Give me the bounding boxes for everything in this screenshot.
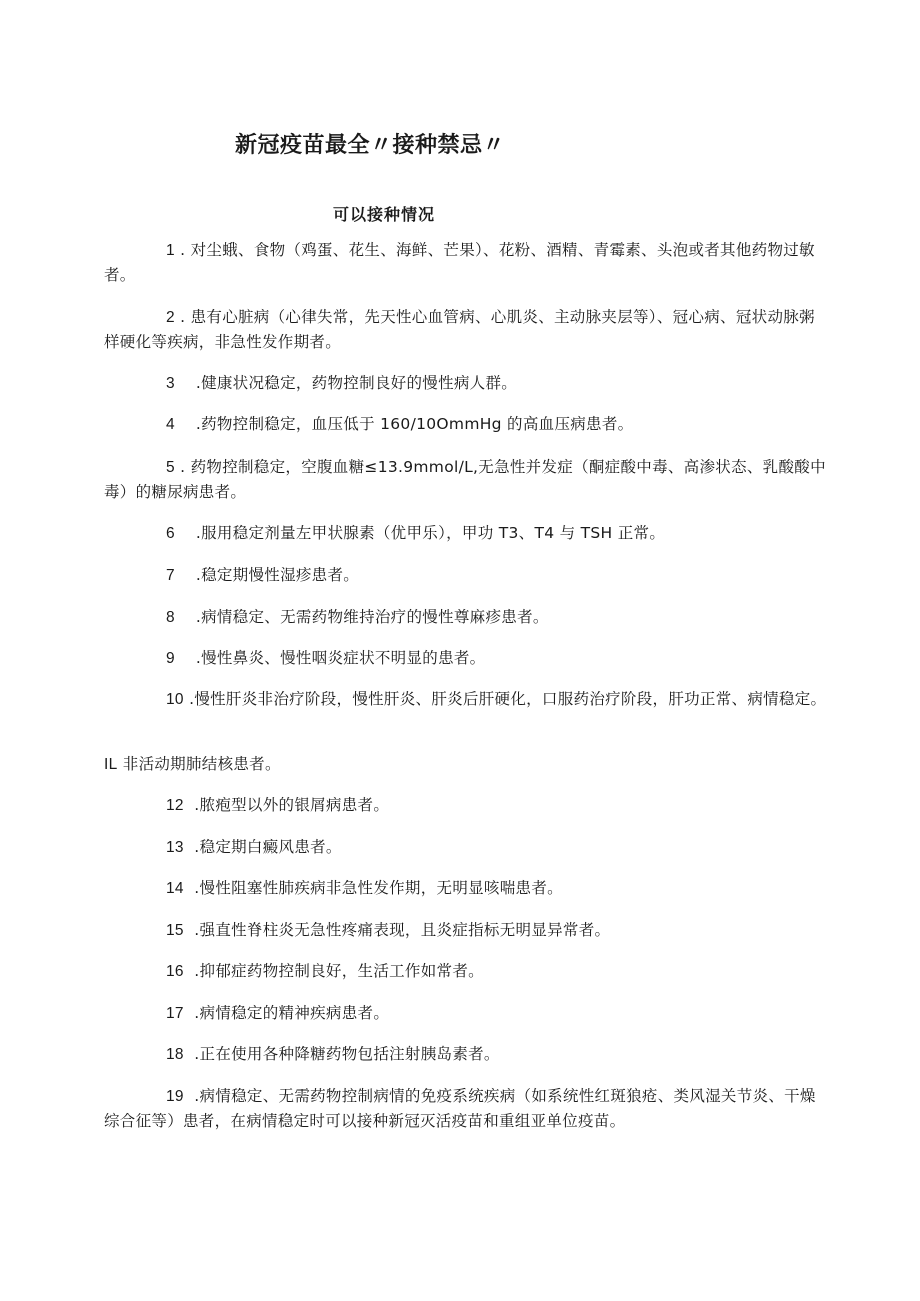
item-number: 16 xyxy=(166,963,184,980)
item-text: 健康状况稳定，药物控制良好的慢性病人群。 xyxy=(201,374,518,392)
item-number: 12 xyxy=(166,797,184,814)
item-text: 患有心脏病（心律失常，先天性心血管病、心肌炎、主动脉夹层等）、冠心病、冠状动脉粥样硬化等疾病，非急性发作期者。 xyxy=(104,308,815,351)
item-text: 正在使用各种降糖药物包括注射胰岛素者。 xyxy=(199,1045,500,1063)
item-number: 5 xyxy=(166,459,175,476)
item-separator: . xyxy=(183,838,200,856)
list-item xyxy=(104,371,829,396)
item-text: 病情稳定、无需药物维持治疗的慢性尊麻疹患者。 xyxy=(201,608,549,626)
item-text: 服用稳定剂量左甲状腺素（优甲乐），甲功 T3、T4 与 TSH 正常。 xyxy=(201,524,666,542)
list-item xyxy=(104,1084,829,1134)
item-separator: . xyxy=(183,1045,200,1063)
item-text: 病情稳定的精神疾病患者。 xyxy=(199,1004,390,1022)
item-number: 18 xyxy=(166,1046,184,1063)
item-separator: . xyxy=(183,690,195,708)
item-separator: . xyxy=(174,458,191,476)
list-item xyxy=(104,1042,829,1067)
item-text: 病情稳定、无需药物控制病情的免疫系统疾病（如系统性红斑狼疮、类风湿关节炎、干燥综合征等）患者，在病情稳定时可以接种新冠灭活疫苗和重组亚单位疫苗。 xyxy=(104,1087,816,1130)
item-text: 慢性鼻炎、慢性咽炎症状不明显的患者。 xyxy=(201,649,486,667)
list-item xyxy=(104,605,829,630)
item-number: 19 xyxy=(166,1088,184,1105)
item-text: 稳定期慢性湿疹患者。 xyxy=(201,566,360,584)
list-item xyxy=(104,305,829,355)
item-number: 15 xyxy=(166,922,184,939)
item-number: 9 xyxy=(166,650,175,667)
list-item xyxy=(104,238,829,288)
item-separator: . xyxy=(174,524,202,542)
item-number: 2 xyxy=(166,309,175,326)
item-number: 6 xyxy=(166,525,175,542)
list-item xyxy=(104,521,829,546)
list-item xyxy=(104,876,829,901)
item-text: 非活动期肺结核患者。 xyxy=(122,755,281,773)
item-separator: . xyxy=(174,415,202,433)
list-item xyxy=(104,563,829,588)
item-separator: . xyxy=(174,608,202,626)
item-text: 对尘蛾、食物（鸡蛋、花生、海鲜、芒果）、花粉、酒精、青霉素、头泡或者其他药物过敏者。 xyxy=(104,241,815,284)
list-item xyxy=(104,412,829,437)
item-text: 强直性脊柱炎无急性疼痛表现，且炎症指标无明显异常者。 xyxy=(199,921,611,939)
list-item xyxy=(104,1001,829,1026)
item-separator: . xyxy=(183,921,200,939)
page-title: 新冠疫苗最全〃接种禁忌〃 xyxy=(235,133,506,158)
item-number: 13 xyxy=(166,839,184,856)
item-separator: . xyxy=(183,879,200,897)
item-separator: . xyxy=(174,374,202,392)
item-separator: . xyxy=(183,1087,200,1105)
list-item xyxy=(104,455,829,505)
list-item xyxy=(104,646,829,671)
list-item xyxy=(104,918,829,943)
item-separator: . xyxy=(183,962,200,980)
list-item xyxy=(104,752,829,777)
list-item xyxy=(104,959,829,984)
item-separator: . xyxy=(174,566,202,584)
item-text: 稳定期白癜风患者。 xyxy=(199,838,342,856)
item-text: 慢性肝炎非治疗阶段，慢性肝炎、肝炎后肝硬化，口服药治疗阶段，肝功正常、病情稳定。 xyxy=(194,690,827,708)
list-item xyxy=(104,687,829,712)
section-subtitle: 可以接种情况 xyxy=(333,205,436,224)
item-number: 10 xyxy=(166,691,184,708)
item-number: IL xyxy=(104,756,118,773)
item-separator: . xyxy=(183,796,200,814)
item-separator: . xyxy=(174,308,191,326)
item-separator: . xyxy=(174,241,191,259)
item-number: 1 xyxy=(166,242,175,259)
item-number: 3 xyxy=(166,375,175,392)
item-text: 慢性阻塞性肺疾病非急性发作期，无明显咳喘患者。 xyxy=(199,879,563,897)
item-number: 8 xyxy=(166,609,175,626)
item-separator: . xyxy=(183,1004,200,1022)
item-number: 17 xyxy=(166,1005,184,1022)
list-item xyxy=(104,835,829,860)
item-text: 药物控制稳定，血压低于 160/10OmmHg 的高血压病患者。 xyxy=(201,415,634,433)
item-text: 脓疱型以外的银屑病患者。 xyxy=(199,796,390,814)
item-number: 14 xyxy=(166,880,184,897)
item-text: 抑郁症药物控制良好，生活工作如常者。 xyxy=(199,962,484,980)
item-number: 4 xyxy=(166,416,175,433)
item-separator: . xyxy=(174,649,202,667)
item-text: 药物控制稳定，空腹血糖≤13.9mmol∕L,无急性并发症（酮症酸中毒、高渗状态、乳酸酸中毒）的糖尿病患者。 xyxy=(104,458,826,501)
list-item xyxy=(104,793,829,818)
item-number: 7 xyxy=(166,567,175,584)
